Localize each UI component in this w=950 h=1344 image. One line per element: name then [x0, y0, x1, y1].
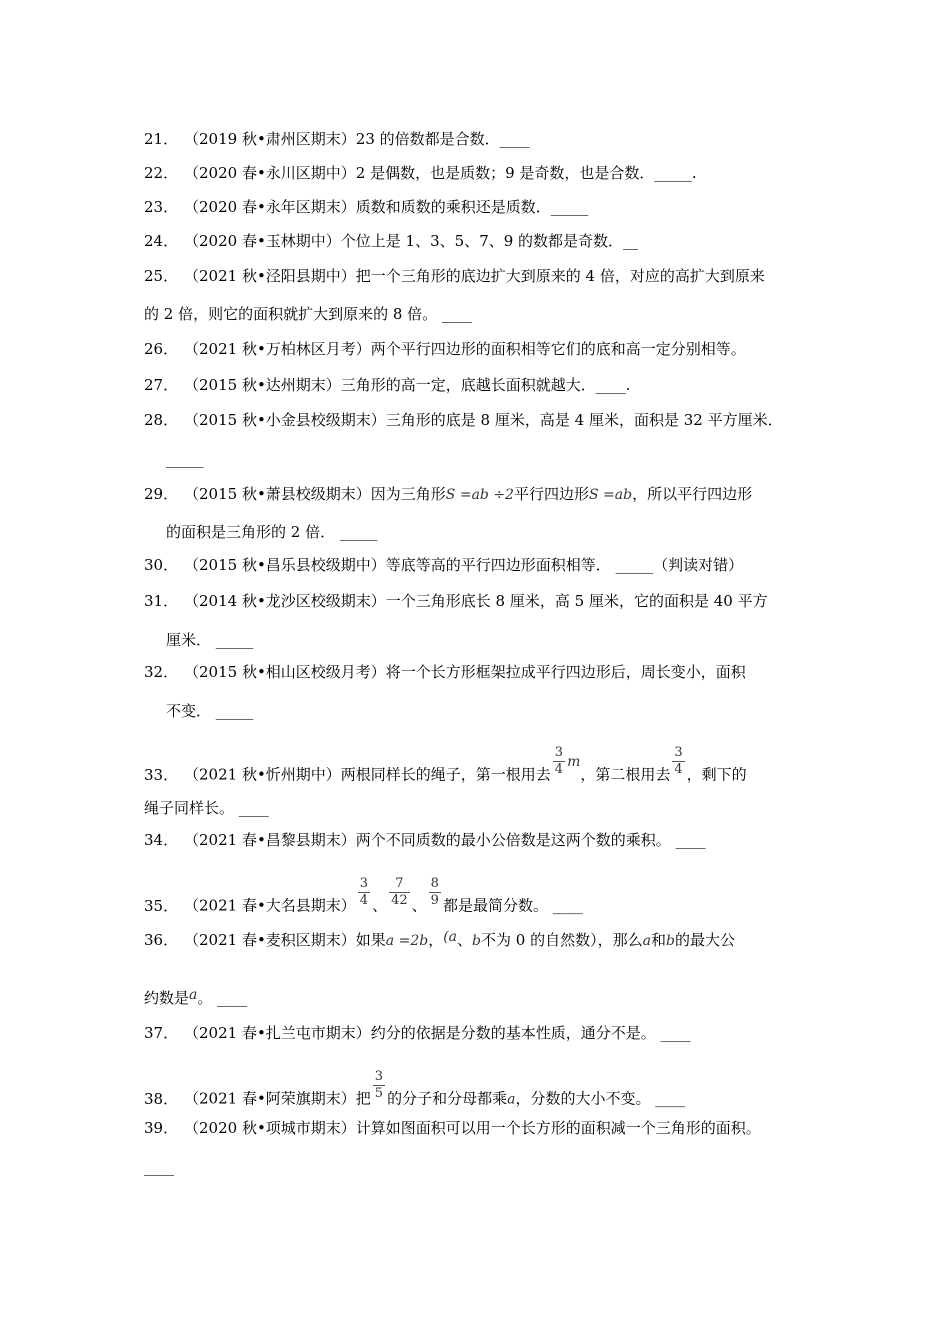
question-number: 35． — [144, 896, 179, 915]
question-number: 31． — [144, 592, 179, 610]
separator: 、 — [411, 896, 427, 915]
math-variable: b — [665, 933, 675, 949]
question-text-mid: 的分子和分母都乘 — [387, 1089, 508, 1108]
question-text: （2015 秋•萧县校级期末）因为三角形 — [184, 485, 446, 503]
question-number: 28． — [144, 411, 179, 429]
question-number: 38． — [144, 1089, 179, 1108]
question-26 — [144, 339, 818, 359]
question-text: （2020 春•永年区期末）质数和质数的乘积还是质数． — [184, 198, 551, 216]
question-text: （2021 秋•万柏林区月考）两个平行四边形的面积相等它们的底和高一定分别相等。 — [184, 340, 746, 358]
question-text-continued: 约数是 — [144, 989, 190, 1007]
punctuation: 、 — [457, 931, 473, 949]
question-text: （2021 秋•忻州期中）两根同样长的绳子，第一根用去 — [184, 765, 551, 784]
question-31 — [144, 591, 818, 611]
answer-blank[interactable]: _____ — [550, 198, 589, 216]
question-text-mid: 平行四边形 — [513, 485, 589, 503]
question-35 — [144, 876, 818, 923]
question-33 — [144, 745, 818, 792]
question-text: （2020 春•永川区期中）2 是偶数，也是质数；9 是奇数，也是合数． — [184, 164, 655, 182]
question-22 — [144, 163, 818, 183]
question-text: （2015 秋•昌乐县校级期中）等底等高的平行四边形面积相等． — [184, 556, 611, 574]
question-29-continued — [166, 522, 377, 542]
question-28 — [144, 410, 818, 430]
question-32-continued — [166, 701, 253, 721]
answer-blank[interactable]: _____ — [166, 450, 204, 468]
question-38 — [144, 1069, 818, 1116]
question-32 — [144, 662, 818, 682]
unit-meter: m — [567, 753, 581, 770]
question-33-continued — [144, 798, 269, 818]
answer-blank[interactable]: __ — [623, 232, 639, 250]
question-number: 33． — [144, 765, 179, 784]
answer-blank[interactable]: _____ — [339, 523, 378, 541]
question-text: （2021 春•昌黎县期末）两个不同质数的最小公倍数是这两个数的乘积。 — [184, 831, 671, 849]
question-text-mid: ，第二根用去 — [580, 765, 671, 784]
question-30 — [144, 555, 818, 575]
question-text: （2021 秋•泾阳县期中）把一个三角形的底边扩大到原来的 4 倍，对应的高扩大到原来 — [184, 267, 765, 285]
punctuation: 。 — [197, 989, 213, 1007]
answer-blank[interactable]: _____ — [215, 702, 254, 720]
question-39-continued — [144, 1157, 174, 1177]
question-text-end: 的最大公 — [674, 931, 735, 949]
question-number: 22． — [144, 164, 179, 182]
answer-blank[interactable]: ____ — [144, 1158, 174, 1176]
question-text: （2020 秋•项城市期末）计算如图面积可以用一个长方形的面积减一个三角形的面积。 — [184, 1119, 761, 1137]
answer-blank[interactable]: ____ — [655, 1089, 686, 1108]
fraction: $\frac{3}{4}$ — [359, 876, 369, 908]
answer-blank[interactable]: ____ — [660, 1024, 691, 1042]
question-23 — [144, 197, 818, 217]
question-tail: . — [625, 376, 631, 394]
question-text: （2014 秋•龙沙区校级期末）一个三角形底长 8 厘米，高 5 厘米，它的面积是 40 平方 — [184, 592, 768, 610]
question-text-continued: 的面积是三角形的 2 倍． — [166, 523, 336, 541]
question-number: 36． — [144, 931, 179, 949]
answer-blank[interactable]: ____ — [238, 799, 269, 817]
question-text-continued: 厘米． — [166, 631, 212, 649]
math-variable: (a — [443, 929, 458, 945]
answer-blank[interactable]: ____ — [552, 896, 583, 915]
question-37 — [144, 1023, 818, 1043]
answer-blank[interactable]: _____ — [615, 556, 654, 574]
question-36-continued — [144, 988, 247, 1009]
question-text-continued: 的 2 倍，则它的面积就扩大到原来的 8 倍。 — [144, 305, 438, 323]
math-variable: a — [189, 987, 198, 1003]
question-text: （2021 春•大名县期末） — [184, 896, 356, 915]
fraction: $\frac{3}{5}$ — [374, 1069, 384, 1101]
question-number: 25． — [144, 267, 179, 285]
question-text: （2021 春•阿荣旗期末）把 — [184, 1089, 371, 1108]
question-text-end: ，剩下的 — [686, 765, 747, 784]
answer-blank[interactable]: ____ — [441, 305, 472, 323]
question-number: 30． — [144, 556, 179, 574]
question-text-continued: 不变． — [166, 702, 212, 720]
question-text: （2020 春•玉林期中）个位上是 1、3、5、7、9 的数都是奇数． — [184, 232, 624, 250]
question-number: 27． — [144, 376, 179, 394]
question-36 — [144, 930, 818, 951]
math-variable: a — [507, 1091, 516, 1108]
question-number: 39． — [144, 1119, 179, 1137]
question-text-continued: 绳子同样长。 — [144, 799, 235, 817]
question-text-end: ，分数的大小不变。 — [515, 1089, 651, 1108]
question-number: 37． — [144, 1024, 179, 1042]
parallelogram-area-formula: S =ab — [588, 487, 633, 503]
question-29 — [144, 484, 818, 505]
question-text-mid: 和 — [650, 931, 666, 949]
question-21 — [144, 129, 818, 149]
question-31-continued — [166, 630, 253, 650]
question-25-continued — [144, 304, 472, 324]
math-expression: a =2b — [385, 933, 429, 949]
question-text-end: ，所以平行四边形 — [632, 485, 753, 503]
math-variable: a — [642, 933, 651, 949]
question-text-end: 都是最简分数。 — [442, 896, 548, 915]
answer-blank[interactable]: ____ — [499, 130, 530, 148]
question-text: （2015 秋•相山区校级月考）将一个长方形框架拉成平行四边形后，周长变小，面积 — [184, 663, 746, 681]
question-text: （2021 春•扎兰屯市期末）约分的依据是分数的基本性质，通分不是。 — [184, 1024, 656, 1042]
separator: 、 — [372, 896, 388, 915]
question-text-mid: 不为 0 的自然数），那么 — [481, 931, 643, 949]
fraction: $\frac{3}{4}$ — [674, 745, 683, 777]
question-number: 34． — [144, 831, 179, 849]
question-25 — [144, 266, 818, 286]
question-27 — [144, 375, 818, 395]
question-number: 29． — [144, 485, 179, 503]
question-24 — [144, 231, 818, 251]
question-number: 26． — [144, 340, 179, 358]
answer-blank[interactable]: _____ — [654, 164, 692, 182]
question-number: 23． — [144, 198, 179, 216]
question-39 — [144, 1118, 818, 1138]
answer-blank[interactable]: _____ — [215, 631, 254, 649]
question-number: 24． — [144, 232, 179, 250]
fraction: $\frac{8}{9}$ — [430, 876, 439, 908]
question-28-continued — [166, 449, 204, 469]
answer-blank[interactable]: ____ — [217, 989, 248, 1007]
answer-blank[interactable]: ____ — [595, 376, 626, 394]
question-number: 21． — [144, 130, 179, 148]
question-text: （2015 秋•小金县校级期末）三角形的底是 8 厘米，高是 4 厘米，面积是 32 平方厘米． — [184, 411, 783, 429]
question-tail: . — [691, 164, 697, 182]
fraction: $\frac{3}{4}$ — [554, 745, 564, 777]
question-34 — [144, 830, 818, 850]
question-tail: （判读对错） — [653, 556, 744, 574]
punctuation: ， — [428, 931, 444, 949]
question-text: （2015 秋•达州期末）三角形的高一定，底越长面积就越大． — [184, 376, 596, 394]
fraction: $\frac{7}{42}$ — [391, 876, 408, 908]
question-text: （2019 秋•肃州区期末）23 的倍数都是合数． — [184, 130, 500, 148]
math-variable: b — [472, 933, 482, 949]
answer-blank[interactable]: ____ — [675, 831, 706, 849]
question-number: 32． — [144, 663, 179, 681]
triangle-area-formula: S =ab ÷2 — [445, 487, 514, 503]
question-text: （2021 春•麦积区期末）如果 — [184, 931, 386, 949]
